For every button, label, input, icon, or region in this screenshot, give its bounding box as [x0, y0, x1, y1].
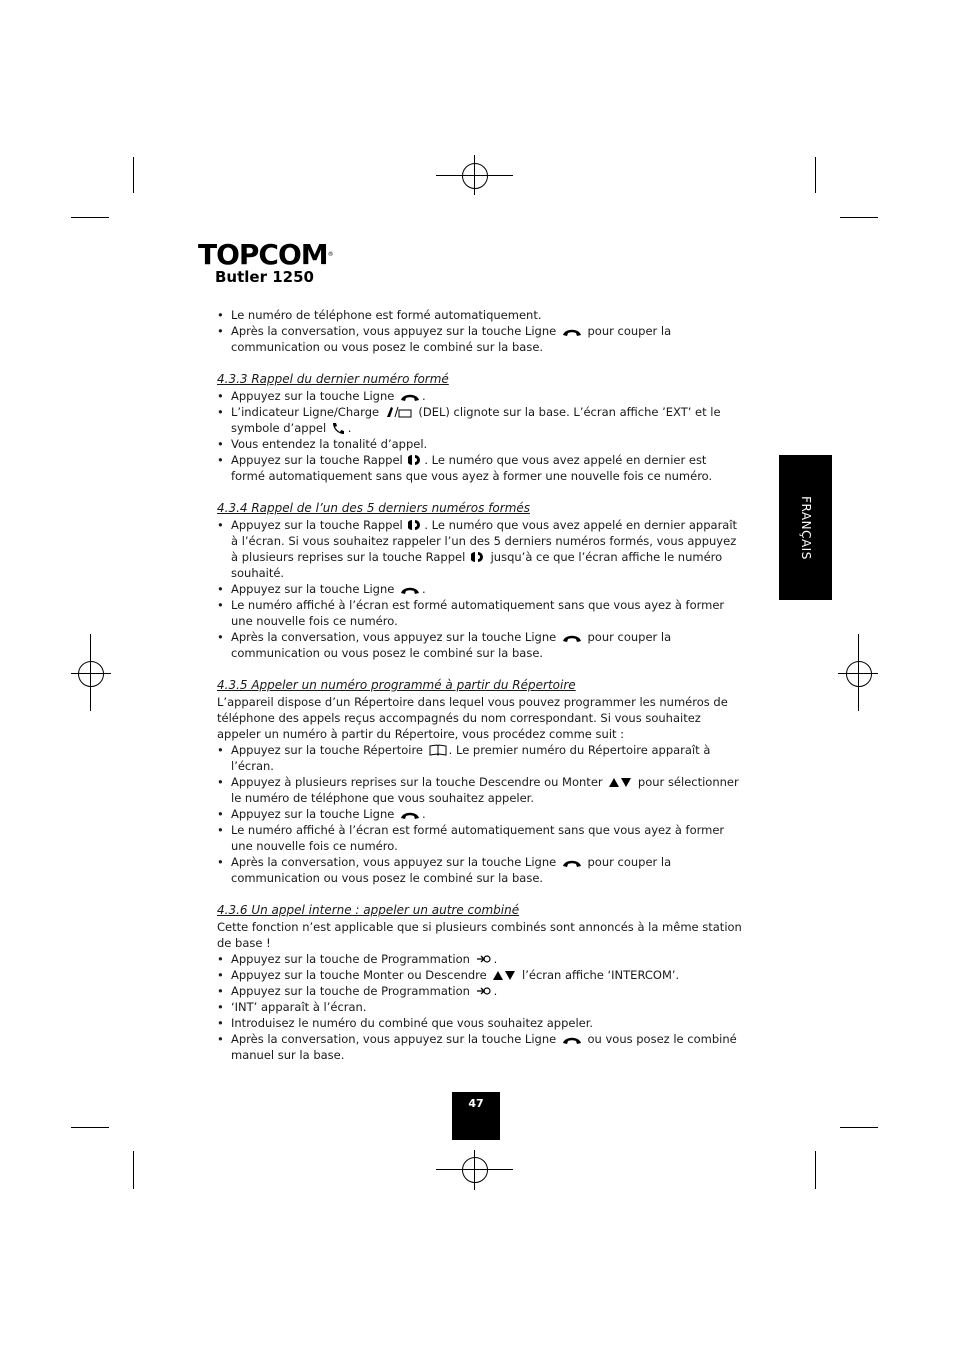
page-content	[217, 307, 743, 1063]
list-item	[217, 983, 743, 999]
text-run: l’écran affiche ‘INTERCOM’.	[518, 968, 680, 982]
list-item	[217, 1031, 743, 1063]
text-run: Après la conversation, vous appuyez sur la touche Ligne	[231, 324, 560, 338]
text-run: Appuyez sur la touche Ligne	[231, 582, 398, 596]
text-run: Le numéro de téléphone est formé automatiquement.	[231, 308, 542, 322]
brand-name: TOPCOM	[198, 238, 328, 271]
line-key-icon	[400, 810, 420, 820]
section-title: 4.3.3 Rappel du dernier numéro formé	[217, 372, 449, 386]
list-item	[217, 388, 743, 404]
text-run: .	[347, 421, 352, 435]
text-run: Après la conversation, vous appuyez sur la touche Ligne	[231, 855, 560, 869]
section-433-list	[217, 388, 743, 484]
list-item	[217, 629, 743, 661]
language-tab	[779, 455, 832, 600]
brand-logo	[198, 240, 333, 270]
text-run: Appuyez sur la touche Ligne	[231, 389, 398, 403]
list-item	[217, 774, 743, 806]
section-title: 4.3.4 Rappel de l’un des 5 derniers numéros formés	[217, 501, 531, 515]
list-item	[217, 404, 743, 436]
line-key-icon	[562, 858, 582, 868]
list-item	[217, 323, 743, 355]
list-item	[217, 452, 743, 484]
model-name: Butler 1250	[215, 268, 314, 286]
text-run: .	[493, 984, 498, 998]
list-item	[217, 1015, 743, 1031]
text-run: pour couper la communication ou vous posez le combiné sur la base.	[231, 630, 672, 660]
line-key-icon	[400, 585, 420, 595]
section-paragraph: L’appareil dispose d’un Répertoire dans lequel vous pouvez programmer les numéros de téléphone des appels reçus accompagnés du nom correspondant. Si vous souhaitez appeler un numéro à partir du Répertoire, vous procédez comme suit :	[217, 695, 728, 741]
list-item	[217, 806, 743, 822]
text-run: Introduisez le numéro du combiné que vous souhaitez appeler.	[231, 1016, 594, 1030]
text-run: Vous entendez la tonalité d’appel.	[231, 437, 428, 451]
text-run: Appuyez sur la touche Rappel	[231, 453, 407, 467]
section-title: 4.3.5 Appeler un numéro programmé à partir du Répertoire	[217, 678, 576, 692]
section-434-list	[217, 517, 743, 661]
handset-call-icon	[332, 422, 346, 434]
language-tab-label: FRANÇAIS	[798, 495, 813, 560]
text-run: . Le numéro que vous avez appelé en dernier apparaît à l’écran. Si vous souhaitez rappeler l’un des 5 derniers numéros formés, vous appuyez à plusieurs reprises sur la touche Rappel	[231, 518, 738, 564]
text-run: Le numéro affiché à l’écran est formé automatiquement sans que vous ayez à former une nouvelle fois ce numéro.	[231, 598, 725, 628]
section-435-list	[217, 742, 743, 886]
list-item	[217, 951, 743, 967]
list-item	[217, 822, 743, 854]
text-run: . Le numéro que vous avez appelé en dernier est formé automatiquement sans que vous ayez à former une nouvelle fois ce numéro.	[231, 453, 713, 483]
text-run: jusqu’à ce que l’écran affiche le numéro souhaité.	[231, 550, 723, 580]
line-key-icon	[562, 633, 582, 643]
list-item	[217, 436, 743, 452]
program-key-icon	[476, 985, 492, 997]
text-run: ‘INT’ apparaît à l’écran.	[231, 1000, 367, 1014]
list-item	[217, 597, 743, 629]
brand-registered-mark: ®	[327, 251, 333, 258]
list-item	[217, 581, 743, 597]
section-436-list	[217, 951, 743, 1063]
section-paragraph: Cette fonction n’est applicable que si plusieurs combinés sont annoncés à la même station de base !	[217, 920, 742, 950]
intro-list	[217, 307, 743, 355]
list-item	[217, 517, 743, 581]
up-down-arrows-icon	[608, 777, 632, 788]
text-run: Le numéro affiché à l’écran est formé automatiquement sans que vous ayez à former une nouvelle fois ce numéro.	[231, 823, 725, 853]
text-run: .	[422, 582, 426, 596]
text-run: .	[422, 389, 426, 403]
text-run: Appuyez sur la touche de Programmation	[231, 952, 474, 966]
section-title: 4.3.6 Un appel interne : appeler un autre combiné	[217, 903, 520, 917]
list-item	[217, 742, 743, 774]
text-run: pour couper la communication ou vous posez le combiné sur la base.	[231, 855, 672, 885]
text-run: Appuyez sur la touche Répertoire	[231, 743, 427, 757]
text-run: . Le premier numéro du Répertoire apparaît à l’écran.	[231, 743, 711, 773]
redial-key-icon	[471, 551, 485, 563]
line-key-icon	[562, 327, 582, 337]
text-run: Appuyez sur la touche Monter ou Descendre	[231, 968, 491, 982]
phonebook-key-icon	[429, 744, 447, 756]
text-run: pour couper la communication ou vous posez le combiné sur la base.	[231, 324, 672, 354]
text-run: (DEL) clignote sur la base. L’écran affiche ’EXT’ et le symbole d’appel	[231, 405, 721, 435]
program-key-icon	[476, 953, 492, 965]
redial-key-icon	[408, 519, 422, 531]
list-item	[217, 854, 743, 886]
text-run: Après la conversation, vous appuyez sur la touche Ligne	[231, 1032, 560, 1046]
text-run: Appuyez sur la touche Rappel	[231, 518, 407, 532]
text-run: Appuyez sur la touche Ligne	[231, 807, 398, 821]
list-item	[217, 967, 743, 983]
text-run: Appuyez sur la touche de Programmation	[231, 984, 474, 998]
text-run: L’indicateur Ligne/Charge	[231, 405, 383, 419]
line-charge-led-icon	[385, 406, 413, 418]
text-run: pour sélectionner le numéro de téléphone que vous souhaitez appeler.	[231, 775, 739, 805]
list-item	[217, 999, 743, 1015]
line-key-icon	[400, 392, 420, 402]
text-run: Après la conversation, vous appuyez sur la touche Ligne	[231, 630, 560, 644]
line-key-icon	[562, 1035, 582, 1045]
text-run: .	[493, 952, 498, 966]
page-number: 47	[452, 1092, 500, 1140]
list-item	[217, 307, 743, 323]
text-run: ou vous posez le combiné manuel sur la base.	[231, 1032, 737, 1062]
up-down-arrows-icon	[492, 970, 516, 981]
text-run: Appuyez à plusieurs reprises sur la touche Descendre ou Monter	[231, 775, 607, 789]
text-run: .	[422, 807, 426, 821]
redial-key-icon	[408, 454, 422, 466]
